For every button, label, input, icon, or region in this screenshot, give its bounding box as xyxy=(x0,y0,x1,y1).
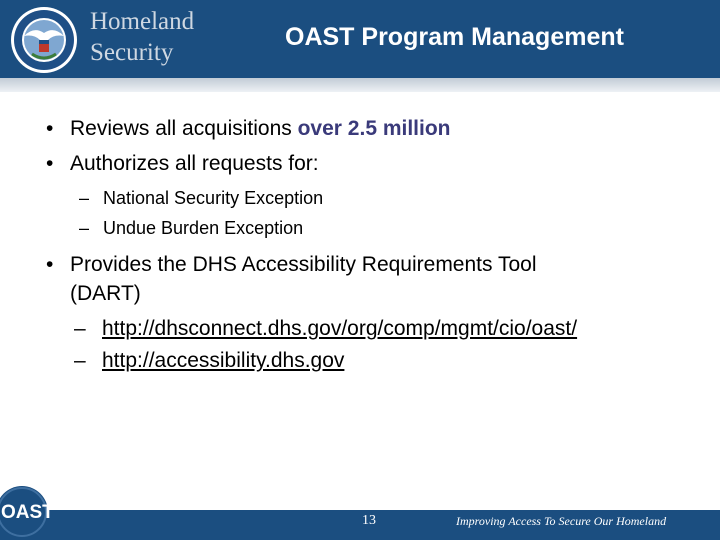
bullet-authorizes-text: Authorizes all requests for: xyxy=(70,152,319,175)
dash-glyph: – xyxy=(74,349,86,372)
accessibility-link[interactable]: http://accessibility.dhs.gov xyxy=(102,349,345,372)
bullet-glyph: • xyxy=(46,253,54,276)
sub-bullet-link-accessibility xyxy=(74,348,345,374)
page-number: 13 xyxy=(362,513,376,528)
header-divider xyxy=(0,78,720,92)
footer-tagline: Improving Access To Secure Our Homeland xyxy=(456,514,667,528)
dhsconnect-link[interactable]: http://dhsconnect.dhs.gov/org/comp/mgmt/cio/oast/ xyxy=(102,317,578,340)
sub-bullet-undue-burden xyxy=(79,217,304,239)
bullet-reviews-highlight: over 2.5 million xyxy=(297,117,451,140)
bullet-provides xyxy=(46,252,537,278)
dash-glyph: – xyxy=(74,317,86,340)
bullet-glyph: • xyxy=(46,117,54,140)
dhs-seal-icon xyxy=(10,6,78,74)
dash-glyph: – xyxy=(79,188,90,208)
sub-bullet-undue-burden-text: Undue Burden Exception xyxy=(103,218,304,238)
bullet-provides-line-1: Provides the DHS Accessibility Requirements Tool xyxy=(70,253,537,276)
dash-glyph: – xyxy=(79,218,90,238)
oast-logo-icon xyxy=(0,480,62,540)
bullet-reviews-text: Reviews all acquisitions xyxy=(70,117,298,140)
bullet-reviews xyxy=(46,116,451,142)
page-title: OAST Program Management xyxy=(285,23,624,51)
sub-bullet-link-dhsconnect xyxy=(74,316,578,342)
brand-wordmark xyxy=(90,6,194,68)
bullet-provides-continued xyxy=(70,281,141,307)
bullet-provides-line-2: (DART) xyxy=(70,282,141,305)
sub-bullet-national-security-text: National Security Exception xyxy=(103,188,324,208)
bullet-authorizes xyxy=(46,151,319,177)
brand-line-1: Homeland xyxy=(90,8,195,35)
oast-logo-text: OAST xyxy=(1,502,54,523)
bullet-glyph: • xyxy=(46,152,54,175)
sub-bullet-national-security xyxy=(79,187,324,209)
brand-line-2: Security xyxy=(90,39,174,66)
